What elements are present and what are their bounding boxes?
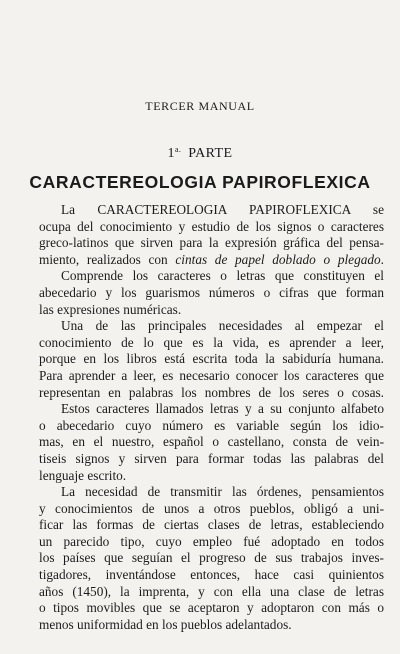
text-line: Estos caracteres llamados letras y a su conjunto alfabeto <box>61 401 384 417</box>
text-line: porque en los libros está escrita toda la sabiduría humana. <box>39 351 384 367</box>
text-fragment: . <box>380 251 384 267</box>
text-line: abecedario y los guarismos números o cifras que forman <box>39 284 384 300</box>
text-line: mas, en el nuestro, español o castellano, consta de vein- <box>39 434 384 450</box>
paragraph <box>17 202 384 268</box>
text-line: años (1450), la imprenta, y con ella una clase de letras <box>39 583 384 599</box>
text-line: los países que seguían el progreso de sus trabajos inves- <box>39 550 384 566</box>
part-ordinal-suffix: a. <box>174 145 182 154</box>
text-fragment: miento, realizados con <box>39 251 176 267</box>
body-text <box>17 202 384 633</box>
text-line: lenguaje escrito. <box>39 467 127 483</box>
text-line: Para aprender a leer, es necesario conocer los caracteres que <box>39 367 384 383</box>
manual-title: TERCER MANUAL <box>145 99 255 113</box>
text-line: greco-latinos que sirven para la expresión gráfica del pensa- <box>39 235 384 251</box>
part-number: 1 <box>167 146 175 161</box>
text-line: y conocimientos de unos a otros pueblos, obligó a uni- <box>39 500 384 516</box>
text-line: o tipos movibles que se aceptaron y adoptaron con más o <box>39 600 384 616</box>
italic-phrase: cintas de papel doblado o plegado <box>175 251 381 267</box>
paragraph <box>17 318 384 401</box>
paragraph <box>17 484 384 633</box>
part-heading <box>0 145 400 162</box>
text-line: conocimiento de lo que es la vida, es aprender a leer, <box>39 334 384 350</box>
text-line: menos uniformidad en los pueblos adelantados. <box>39 616 292 632</box>
section-title: CARACTEREOLOGIA PAPIROFLEXICA <box>29 172 371 192</box>
text-line: las expresiones numéricas. <box>39 301 182 317</box>
text-line: ocupa del conocimiento y estudio de los signos o caracteres <box>39 218 384 234</box>
text-line: Una de las principales necesidades al empezar el <box>61 318 384 334</box>
text-line: La CARACTEREOLOGIA PAPIROFLEXICA se <box>61 202 384 217</box>
text-line: ficar las formas de ciertas clases de letras, estableciendo <box>39 517 384 533</box>
paragraph <box>17 401 384 484</box>
text-line: tigadores, inventándose entonces, hace casi quinientos <box>39 567 384 583</box>
paragraph <box>17 268 384 318</box>
part-label: PARTE <box>188 146 233 161</box>
text-line-with-italic <box>17 252 384 269</box>
text-line: representan en palabras los nombres de los seres o cosas. <box>39 384 384 400</box>
text-line: tiseis signos y sirven para formar todas las palabras del <box>39 450 384 466</box>
text-line: La necesidad de transmitir las órdenes, pensamientos <box>61 484 384 500</box>
text-line: un parecido tipo, cuyo empleo fué adoptado en todos <box>39 533 384 549</box>
text-line: o abecedario cuyo número es variable según los idio- <box>39 417 384 433</box>
text-line: Comprende los caracteres o letras que constituyen el <box>61 268 384 284</box>
